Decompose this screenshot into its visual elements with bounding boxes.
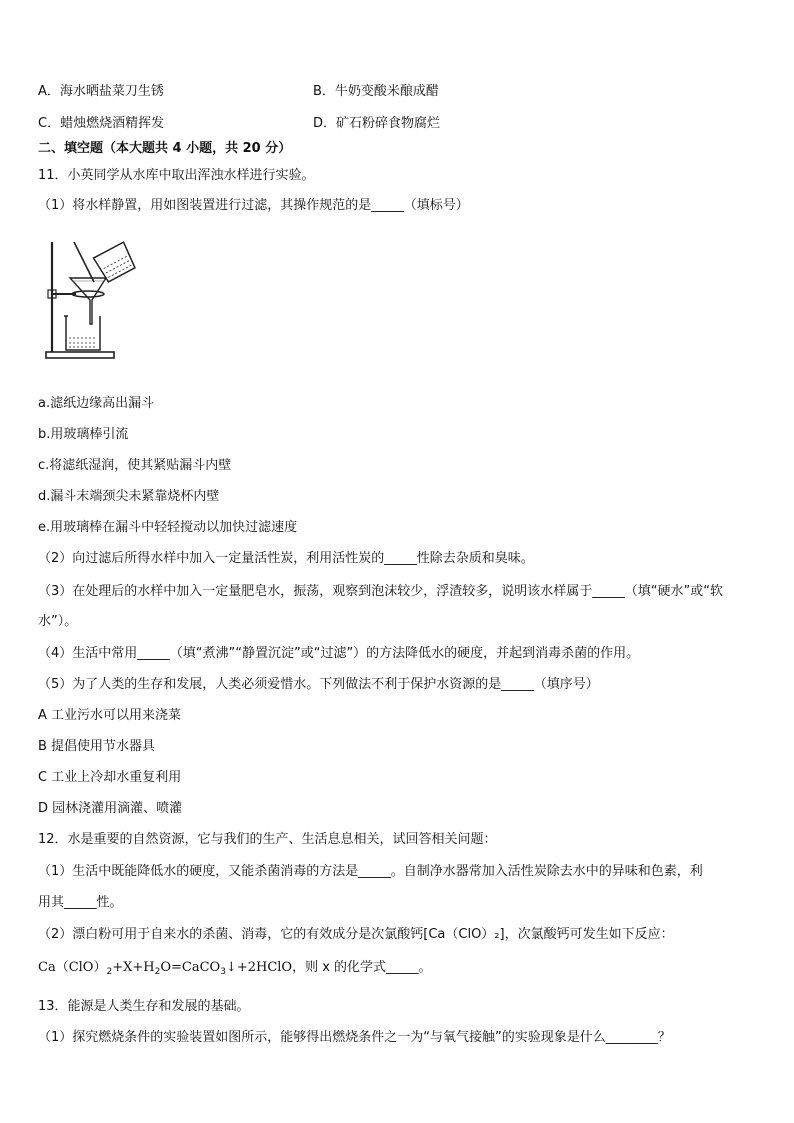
q11-part3-line2: 水”）。 — [38, 614, 78, 629]
filtration-apparatus-figure — [44, 236, 144, 364]
q11-part5: （5）为了人类的生存和发展，人类必须爱惜水。下列做法不利于保护水资源的是_____（填序号） — [38, 677, 599, 692]
q12-equation — [38, 960, 432, 980]
q11-option: b.用玻璃棒引流 — [38, 427, 129, 442]
section-heading: 二、填空题（本大题共 4 小题，共 20 分） — [38, 141, 292, 156]
choice-d: D．矿石粉碎食物腐烂 — [313, 116, 441, 131]
q11-p5-option: A 工业污水可以用来浇菜 — [38, 708, 182, 723]
choice-c: C．蜡烛燃烧酒精挥发 — [38, 116, 165, 131]
subscript: 2 — [154, 967, 161, 977]
equation-text: O=CaCO — [160, 960, 221, 975]
subscript: 2 — [106, 967, 113, 977]
q13-stem: 13．能源是人类生存和发展的基础。 — [38, 999, 250, 1014]
q12-part1-line1: （1）生活中既能降低水的硬度，又能杀菌消毒的方法是_____。自制净水器常加入活性炭除去水中的异味和色素，利 — [38, 864, 703, 879]
q11-option: d.漏斗末端颈尖未紧靠烧杯内壁 — [38, 489, 220, 504]
equation-text: +X+H — [112, 960, 155, 975]
q11-part2: （2）向过滤后所得水样中加入一定量活性炭，利用活性炭的_____性除去杂质和臭味。 — [38, 551, 534, 566]
equation-text: ↓+2HClO — [225, 960, 293, 975]
q11-p5-option: C 工业上冷却水重复利用 — [38, 770, 182, 785]
q11-option: a.滤纸边缘高出漏斗 — [38, 396, 155, 411]
equation-text: Ca（ClO） — [38, 960, 107, 975]
equation-tail: ，则 x 的化学式_____。 — [292, 960, 432, 975]
q11-part3-line1: （3）在处理后的水样中加入一定量肥皂水，振荡，观察到泡沫较少，浮渣较多，说明该水样属于_____（填“硬水”或“软 — [38, 584, 723, 599]
choice-b: B．牛奶变酸米酿成醋 — [313, 84, 439, 99]
q13-part1: （1）探究燃烧条件的实验装置如图所示，能够得出燃烧条件之一为“与氧气接触”的实验现象是什么________？ — [38, 1030, 671, 1045]
q11-p5-option: D 园林浇灌用滴灌、喷灌 — [38, 801, 183, 816]
q11-part1: （1）将水样静置，用如图装置进行过滤，其操作规范的是_____（填标号） — [38, 198, 469, 213]
q11-option: e.用玻璃棒在漏斗中轻轻搅动以加快过滤速度 — [38, 520, 298, 535]
q11-p5-option: B 提倡使用节水器具 — [38, 739, 156, 754]
q11-part4: （4）生活中常用_____（填“煮沸”“静置沉淀”或“过滤”）的方法降低水的硬度，并起到消毒杀菌的作用。 — [38, 646, 640, 661]
q12-part1-line2: 用其_____性。 — [38, 895, 123, 910]
q12-part2-line1: （2）漂白粉可用于自来水的杀菌、消毒，它的有效成分是次氯酸钙[Ca（ClO）₂]，次氯酸钙可发生如下反应： — [38, 927, 674, 942]
q11-option: c.将滤纸湿润，使其紧贴漏斗内壁 — [38, 458, 232, 473]
choice-a: A．海水晒盐菜刀生锈 — [38, 84, 164, 99]
q12-stem: 12．水是重要的自然资源，它与我们的生产、生活息息相关，试回答相关问题： — [38, 832, 497, 847]
q11-stem: 11．小英同学从水库中取出浑浊水样进行实验。 — [38, 168, 315, 183]
subscript: 3 — [220, 967, 226, 977]
